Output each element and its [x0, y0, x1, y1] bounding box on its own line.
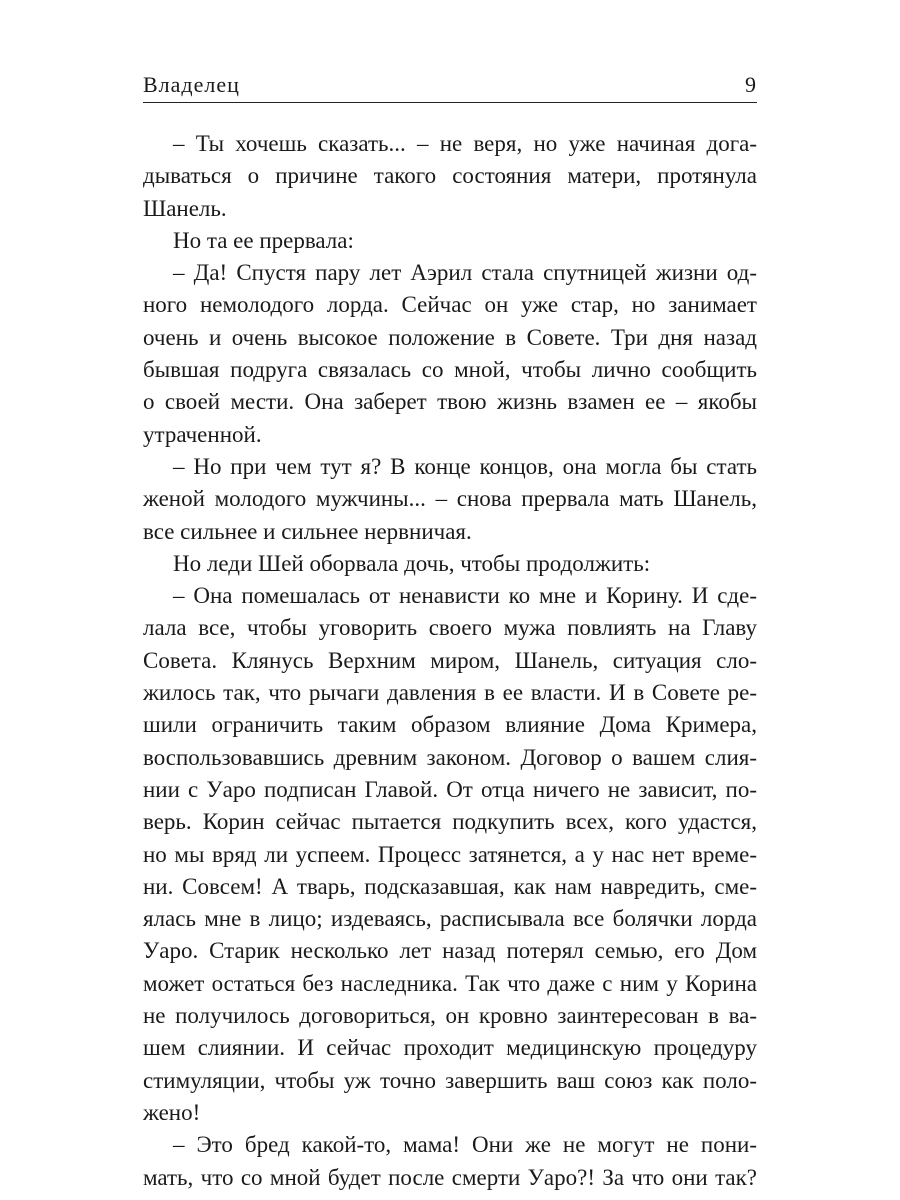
body-text [143, 128, 757, 1194]
text-line: о своей мести. Она заберет твою жизнь взамен ее – якобы [143, 389, 757, 415]
text-line: нии с Уаро подписан Главой. От отца ничего не зависит, по- [143, 776, 757, 802]
text-line: Но та ее прервала: [173, 227, 354, 253]
text-line: мать, что со мной будет после смерти Уаро?! За что они так? [143, 1164, 757, 1190]
book-title: Владелец [143, 72, 240, 97]
text-line: женой молодого мужчины... – снова прервала мать Шанель, [143, 486, 757, 512]
text-line: все сильнее и сильнее нервничая. [143, 518, 472, 544]
text-line: шили ограничить таким образом влияние Дома Кримера, [143, 712, 757, 738]
text-line: стимуляции, чтобы уж точно завершить ваш союз как поло- [143, 1067, 757, 1093]
text-line: ялась мне в лицо; издеваясь, расписывала все болячки лорда [143, 906, 757, 932]
text-line: Шанель. [143, 195, 227, 221]
text-line: бывшая подруга связалась со мной, чтобы лично сообщить [143, 357, 757, 383]
text-line: дываться о причине такого состояния матери, протянула [143, 163, 757, 189]
text-line: не получилось договориться, он кровно заинтересован в ва- [143, 1003, 757, 1029]
text-line: – Да! Спустя пару лет Аэрил стала спутницей жизни од- [173, 260, 757, 286]
text-line: Уаро. Старик несколько лет назад потерял семью, его Дом [143, 938, 757, 964]
text-line: – Она помешалась от ненависти ко мне и Корину. И сде- [173, 583, 757, 609]
text-line: но мы вряд ли успеем. Процесс затянется, а у нас нет време- [143, 841, 757, 867]
text-line: ного немолодого лорда. Сейчас он уже стар, но занимает [143, 292, 757, 318]
text-line: ни. Совсем! А тварь, подсказавшая, как нам навредить, сме- [143, 873, 757, 899]
text-line: Совета. Клянусь Верхним миром, Шанель, ситуация сло- [143, 647, 757, 673]
text-line: утраченной. [143, 421, 262, 447]
running-header [143, 68, 757, 103]
text-line: жено! [143, 1099, 201, 1125]
text-line: воспользовавшись древним законом. Договор о вашем слия- [143, 744, 757, 770]
text-line: шем слиянии. И сейчас проходит медицинскую процедуру [143, 1035, 757, 1061]
page-number: 9 [745, 72, 757, 97]
text-line: очень и очень высокое положение в Совете. Три дня назад [143, 324, 757, 350]
text-line: Но леди Шей оборвала дочь, чтобы продолжить: [173, 550, 651, 576]
text-line: – Ты хочешь сказать... – не веря, но уже начиная дога- [173, 131, 757, 156]
text-line: лала все, чтобы уговорить своего мужа повлиять на Главу [143, 615, 757, 641]
text-line: – Это бред какой-то, мама! Они же не могут не пони- [173, 1132, 757, 1158]
text-line: может остаться без наследника. Так что даже с ним у Корина [143, 970, 757, 996]
text-line: – Но при чем тут я? В конце концов, она могла бы стать [173, 453, 757, 479]
text-line: жилось так, что рычаги давления в ее власти. И в Совете ре- [143, 680, 757, 706]
text-line: верь. Корин сейчас пытается подкупить всех, кого удастся, [143, 809, 757, 835]
